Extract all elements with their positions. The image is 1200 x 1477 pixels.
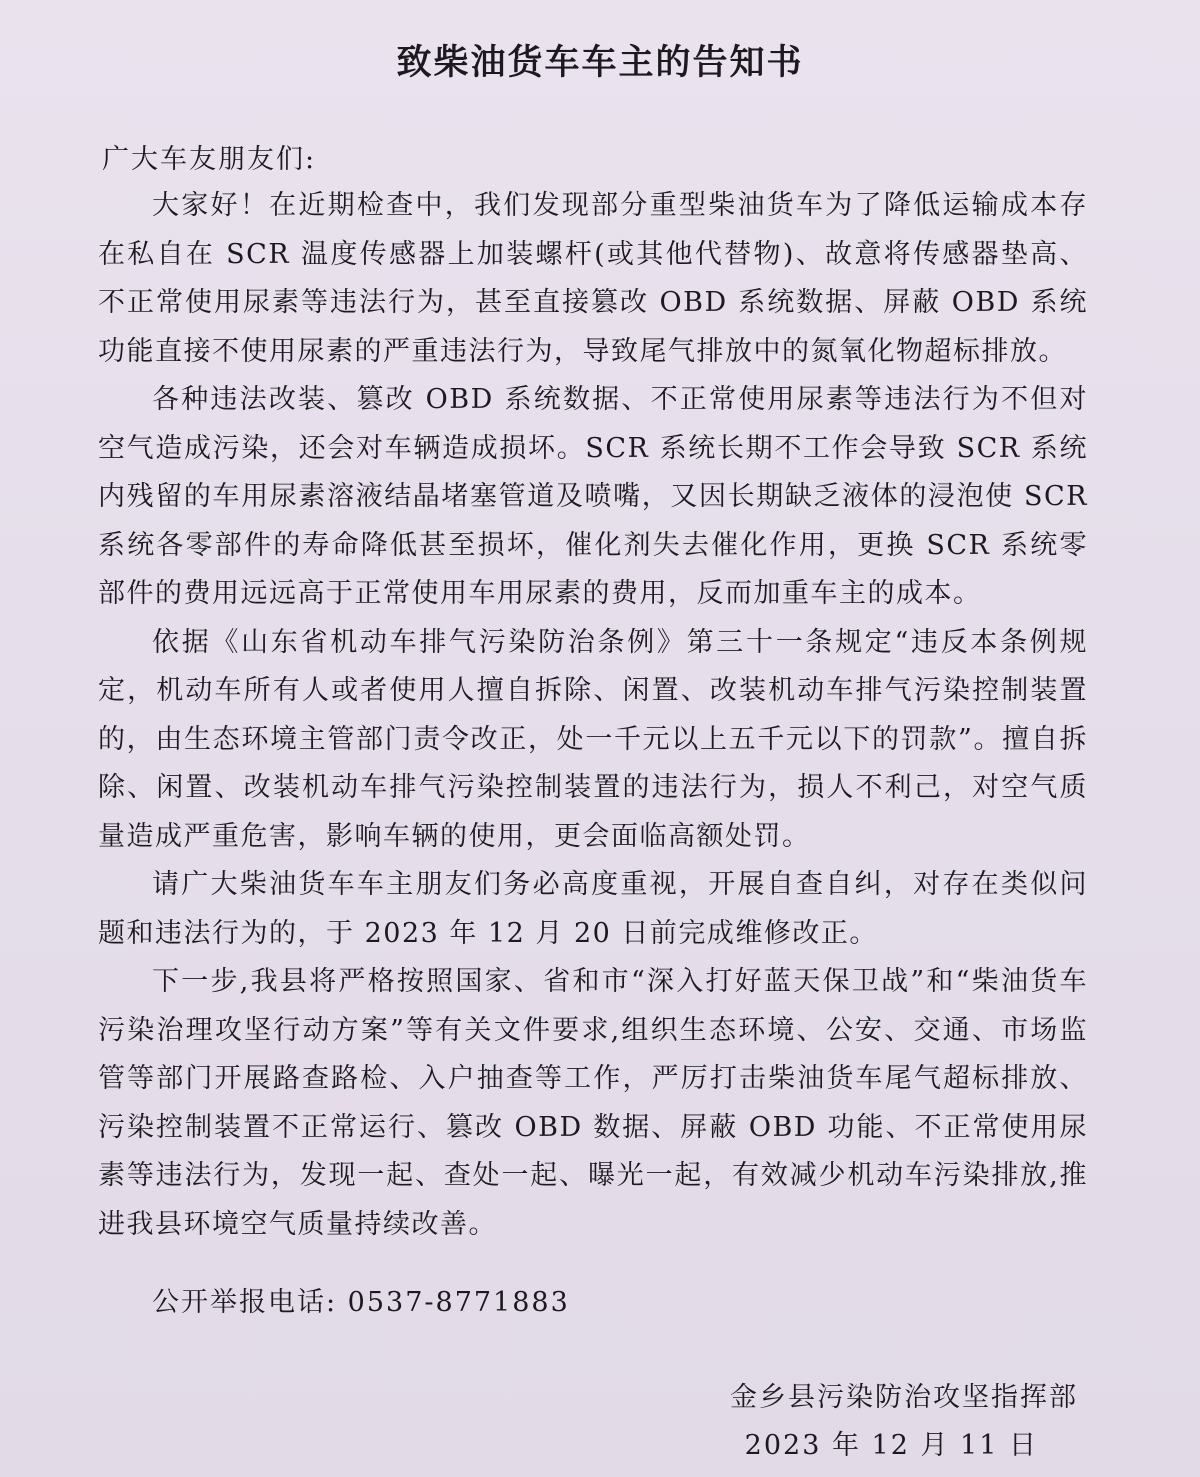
paragraph-findings: 大家好！在近期检查中，我们发现部分重型柴油货车为了降低运输成本存在私自在 SCR 温度传感器上加装螺杆(或其他代替物)、故意将传感器垫高、不正常使用尿素等违法行为，甚至直接篡改 OBD 系统数据、屏蔽 OBD 系统功能直接不使用尿素的严重违法行为，导致尾气排放中的氮氧化物超标排放。 xyxy=(98,190,1088,367)
document-body xyxy=(98,182,1088,1249)
paragraph-damage: 各种违法改装、篡改 OBD 系统数据、不正常使用尿素等违法行为不但对空气造成污染，还会对车辆造成损坏。SCR 系统长期不工作会导致 SCR 系统内残留的车用尿素溶液结晶堵塞管道及喷嘴，又因长期缺乏液体的浸泡使 SCR 系统各零部件的寿命降低甚至损坏，催化剂失去催化作用，更换 SCR 系统零部件的费用远远高于正常使用车用尿素的费用，反而加重车主的成本。 xyxy=(98,384,1088,609)
issue-date: 2023 年 12 月 11 日 xyxy=(744,1430,1038,1461)
signature-block xyxy=(730,1374,1078,1470)
paragraph-deadline: 请广大柴油货车车主朋友们务必高度重视，开展自查自纠，对存在类似问题和违法行为的，于 2023 年 12 月 20 日前完成维修改正。 xyxy=(98,869,1088,949)
issuing-organization: 金乡县污染防治攻坚指挥部 xyxy=(730,1382,1078,1413)
report-hotline: 公开举报电话: 0537-8771883 xyxy=(152,1287,570,1318)
paragraph-next-steps: 下一步,我县将严格按照国家、省和市“深入打好蓝天保卫战”和“柴油货车污染治理攻坚行动方案”等有关文件要求,组织生态环境、公安、交通、市场监管等部门开展路查路检、入户抽查等工作，严厉打击柴油货车尾气超标排放、污染控制装置不正常运行、篡改 OBD 数据、屏蔽 OBD 功能、不正常使用尿素等违法行为，发现一起、查处一起、曝光一起，有效减少机动车污染排放,推进我县环境空气质量持续改善。 xyxy=(98,966,1088,1240)
document-title: 致柴油货车车主的告知书 xyxy=(396,42,804,83)
paragraph-regulation: 依据《山东省机动车排气污染防治条例》第三十一条规定“违反本条例规定，机动车所有人或者使用人擅自拆除、闲置、改装机动车排气污染控制装置的，由生态环境主管部门责令改正，处一千元以上五千元以下的罚款”。擅自拆除、闲置、改装机动车排气污染控制装置的违法行为，损人不利己，对空气质量造成严重危害，影响车辆的使用，更会面临高额处罚。 xyxy=(98,626,1088,852)
greeting: 广大车友朋友们: xyxy=(102,144,317,175)
